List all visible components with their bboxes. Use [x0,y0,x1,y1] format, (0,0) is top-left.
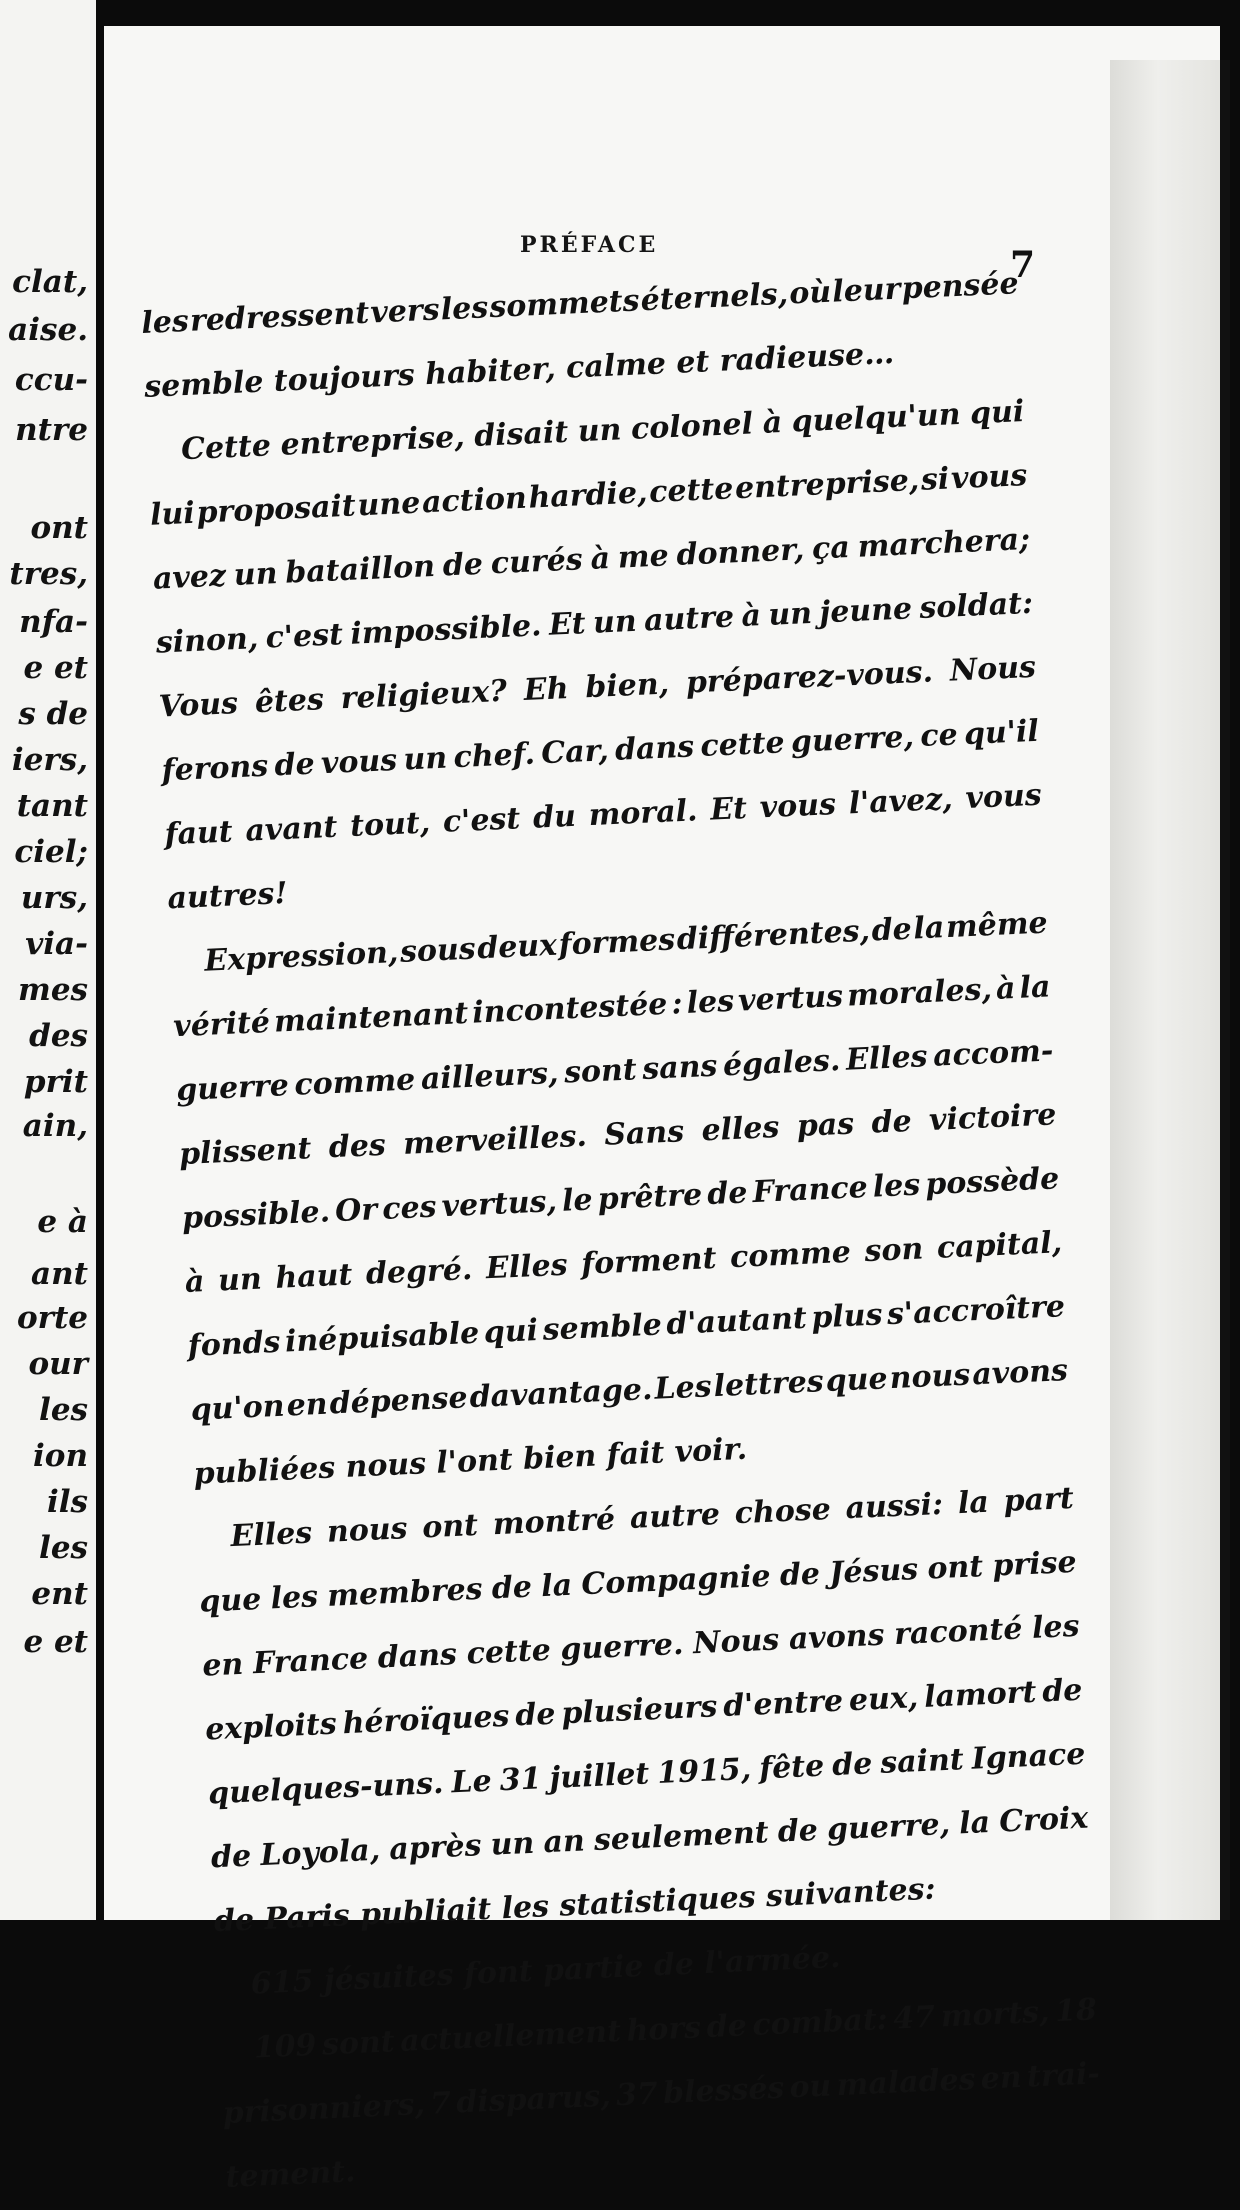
left-page-fragment: les [39,1392,88,1428]
left-page-fragment: nfa- [19,604,88,640]
left-page-fragment: e à [37,1204,88,1240]
text-line: lui proposait une action hardie, cette entreprise, si vous [149,457,1028,533]
text-line: 615 jésuites font partie de l'armée. [250,1939,842,2002]
left-page-fragment: e et [23,1624,88,1660]
text-line: 109 sont actuellement hors de combat: 47 morts, 18 [252,1992,1098,2066]
left-page-fragment: ont [30,510,88,546]
text-line: prisonniers, 7 disparus, 37 blessés ou malades en trai- [221,2056,1101,2132]
left-page-fragment: iers, [11,742,88,778]
left-page-fragment: clat, [12,264,88,300]
left-page-fragment: our [28,1346,88,1382]
text-line: Vous êtes religieux? Eh bien, préparez-vous. Nous [158,649,1037,725]
text-line: fonds inépuisable qui semble d'autant plus s'accroître [187,1289,1066,1364]
left-page-fragment: les [39,1530,88,1566]
text-line: faut avant tout, c'est du moral. Et vous l'avez, vous [163,777,1043,853]
text-line: avez un bataillon de curés à me donner, ça marchera; [152,521,1031,597]
left-page-fragment: e et [23,650,88,686]
left-page-fragment: des [29,1018,88,1054]
text-line: autres! [166,875,289,917]
running-head: PRÉFACE [520,232,659,258]
left-page-fragment: ccu- [14,362,88,398]
left-page-fragment: via- [25,926,88,962]
left-page-edge [0,0,96,1920]
page-number: 7 [1010,244,1036,286]
page-edge [1110,60,1230,1920]
left-page-fragment: ion [33,1438,88,1474]
text-line: que les membres de la Compagnie de Jésus ont prise [198,1544,1078,1620]
text-line: de Paris publiait les statistiques suivantes: [213,1871,937,1940]
left-page-fragment: ant [31,1256,88,1292]
left-page-fragment: ntre [15,412,88,448]
text-line: de Loyola, après un an seulement de guerre, la Croix [210,1800,1089,1876]
text-line: Elles nous ont montré autre chose aussi: la part [229,1480,1075,1555]
text-line: guerre comme ailleurs, sont sans égales. Elles accom- [175,1033,1055,1109]
text-line: vérité maintenant incontestée : les vertus morales, à la [172,969,1052,1045]
left-page-fragment: ils [46,1484,88,1520]
text-line: à un haut degré. Elles forment comme son capital, [184,1225,1063,1300]
body-text [140,252,1104,2210]
text-line: les redressent vers les sommets éternels, où leur pensée [140,266,1020,341]
left-page-fragment: orte [16,1300,88,1336]
left-page-fragment: aise. [8,312,88,348]
text-line: Cette entreprise, disait un colonel à quelqu'un qui [180,394,1026,468]
text-line: qu'on en dépense davantage. Les lettres que nous avons [189,1353,1069,1428]
left-page-fragment: ain, [22,1108,88,1144]
left-page-fragment: urs, [20,880,88,916]
text-line: semble toujours habiter, calme et radieuse… [143,335,895,405]
text-line: ferons de vous un chef. Car, dans cette guerre, ce qu'il [160,713,1040,789]
text-line: en France dans cette guerre. Nous avons raconté les [201,1608,1081,1684]
left-page-fragment: ent [31,1576,88,1612]
left-page-fragment: tant [16,788,88,824]
left-page-fragment: mes [18,972,88,1008]
text-line: exploits héroïques de plusieurs d'entre eux, lamort de [204,1672,1084,1748]
text-line: tement. [224,2154,357,2196]
left-page-fragment: ciel; [14,834,88,870]
left-page-fragment: s de [18,696,88,732]
text-line: quelques-uns. Le 31 juillet 1915, fête de saint Ignace [207,1736,1087,1812]
text-line: possible. Or ces vertus, le prêtre de France les possède [181,1161,1060,1237]
left-page-fragment: tres, [9,556,88,592]
text-line: Expression, sous deux formes différentes, de la même [203,905,1049,979]
text-line: publiées nous l'ont bien fait voir. [192,1431,748,1492]
left-page-fragment: prit [23,1064,88,1100]
text-line: sinon, c'est impossible. Et un autre à un jeune soldat: [155,585,1034,661]
text-line: plissent des merveilles. Sans elles pas de victoire [178,1097,1058,1173]
